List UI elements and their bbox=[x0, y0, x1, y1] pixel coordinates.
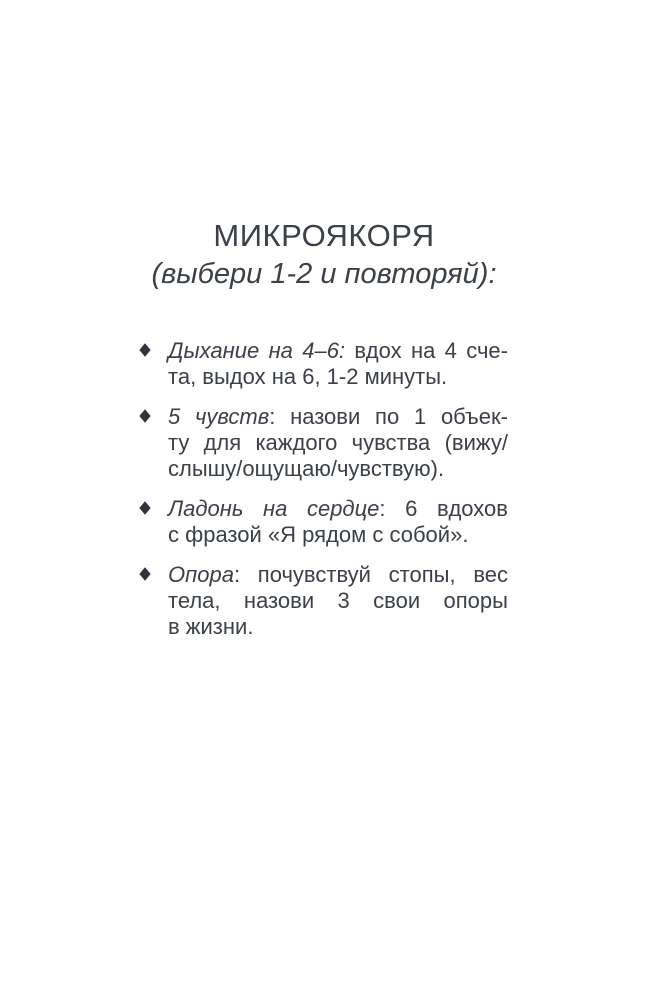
word bbox=[444, 588, 508, 614]
diamond-bullet-icon bbox=[139, 567, 150, 581]
text-run: 4–6: bbox=[302, 338, 346, 363]
word bbox=[437, 496, 508, 522]
text-run: 1 bbox=[413, 404, 427, 429]
word bbox=[375, 404, 399, 430]
text-run: вдох bbox=[354, 338, 402, 363]
text-run: вдохов bbox=[437, 496, 508, 521]
anchor-list bbox=[140, 338, 508, 640]
text-run: по bbox=[375, 404, 400, 429]
text-line bbox=[168, 338, 508, 364]
word bbox=[290, 404, 360, 430]
text-run: Дыхание bbox=[168, 338, 260, 363]
word bbox=[244, 588, 314, 614]
word bbox=[466, 338, 508, 364]
text-run: каждого bbox=[255, 430, 338, 455]
text-run: назови bbox=[290, 404, 361, 429]
word bbox=[441, 404, 508, 430]
text-run: тела, bbox=[168, 588, 221, 613]
word bbox=[354, 338, 401, 364]
word bbox=[352, 430, 431, 456]
word bbox=[168, 404, 180, 430]
text-run: : bbox=[379, 496, 386, 521]
text-run: 5 bbox=[168, 404, 181, 429]
text-run: с фразой «Я рядом с собой». bbox=[168, 522, 469, 547]
item-text bbox=[168, 496, 508, 548]
text-run: назови bbox=[243, 588, 315, 613]
word bbox=[414, 404, 426, 430]
word bbox=[168, 588, 221, 614]
word bbox=[258, 562, 371, 588]
word bbox=[168, 338, 259, 364]
text-run: на bbox=[410, 338, 436, 363]
text-run: опоры bbox=[443, 588, 508, 613]
text-run: объек- bbox=[440, 404, 508, 429]
text-run: чувства bbox=[351, 430, 431, 455]
item-text bbox=[168, 562, 508, 640]
word bbox=[168, 430, 189, 456]
item-text bbox=[168, 338, 508, 390]
text-run: 3 bbox=[337, 588, 350, 613]
text-run: стопы, bbox=[388, 562, 456, 587]
word bbox=[168, 562, 240, 588]
page-content bbox=[140, 0, 508, 654]
word bbox=[389, 562, 456, 588]
text-run: слышу/ощущаю/чувствую). bbox=[168, 456, 445, 481]
text-run: чувств bbox=[195, 404, 270, 429]
word bbox=[473, 562, 508, 588]
word bbox=[269, 338, 293, 364]
text-run: сердце bbox=[306, 496, 380, 521]
text-line bbox=[168, 404, 508, 430]
word bbox=[405, 496, 417, 522]
word bbox=[195, 404, 275, 430]
list-item bbox=[140, 338, 508, 390]
word bbox=[338, 588, 350, 614]
text-line bbox=[168, 614, 508, 640]
text-line bbox=[168, 588, 508, 614]
text-run: свои bbox=[373, 588, 421, 613]
text-run: 4 bbox=[444, 338, 457, 363]
text-run: : bbox=[233, 562, 241, 587]
text-line bbox=[168, 496, 508, 522]
word bbox=[302, 338, 345, 364]
text-run: 6 bbox=[405, 496, 418, 521]
text-run: ту bbox=[168, 430, 190, 455]
text-line bbox=[168, 364, 508, 390]
text-line bbox=[168, 456, 508, 482]
text-line bbox=[168, 522, 508, 548]
text-run: вес bbox=[473, 562, 508, 587]
diamond-bullet-icon bbox=[139, 501, 150, 515]
word bbox=[445, 338, 457, 364]
list-item bbox=[140, 562, 508, 640]
word bbox=[307, 496, 386, 522]
text-run: на bbox=[268, 338, 293, 363]
diamond-bullet-icon bbox=[139, 409, 150, 423]
word bbox=[204, 430, 242, 456]
text-line bbox=[168, 430, 508, 456]
list-item bbox=[140, 496, 508, 548]
item-text bbox=[168, 404, 508, 482]
text-line bbox=[168, 562, 508, 588]
page-subtitle: (выбери 1-2 и повторяй): bbox=[151, 258, 497, 290]
word bbox=[168, 496, 243, 522]
text-run: : bbox=[269, 404, 276, 429]
text-run: Опора bbox=[168, 562, 234, 587]
text-run: та, выдох на 6, 1-2 минуты. bbox=[168, 364, 448, 389]
text-run: на bbox=[263, 496, 288, 521]
word bbox=[255, 430, 337, 456]
text-run: почувствуй bbox=[257, 562, 371, 587]
text-run: в жизни. bbox=[168, 614, 254, 639]
word bbox=[373, 588, 420, 614]
text-run: сче- bbox=[466, 338, 508, 363]
diamond-bullet-icon bbox=[139, 343, 150, 357]
text-run: Ладонь bbox=[168, 496, 244, 521]
word bbox=[411, 338, 435, 364]
list-item bbox=[140, 404, 508, 482]
word bbox=[445, 430, 508, 456]
page-title: МИКРОЯКОРЯ bbox=[213, 218, 435, 253]
text-run: для bbox=[203, 430, 242, 455]
text-run: (вижу/ bbox=[444, 430, 508, 455]
word bbox=[263, 496, 287, 522]
